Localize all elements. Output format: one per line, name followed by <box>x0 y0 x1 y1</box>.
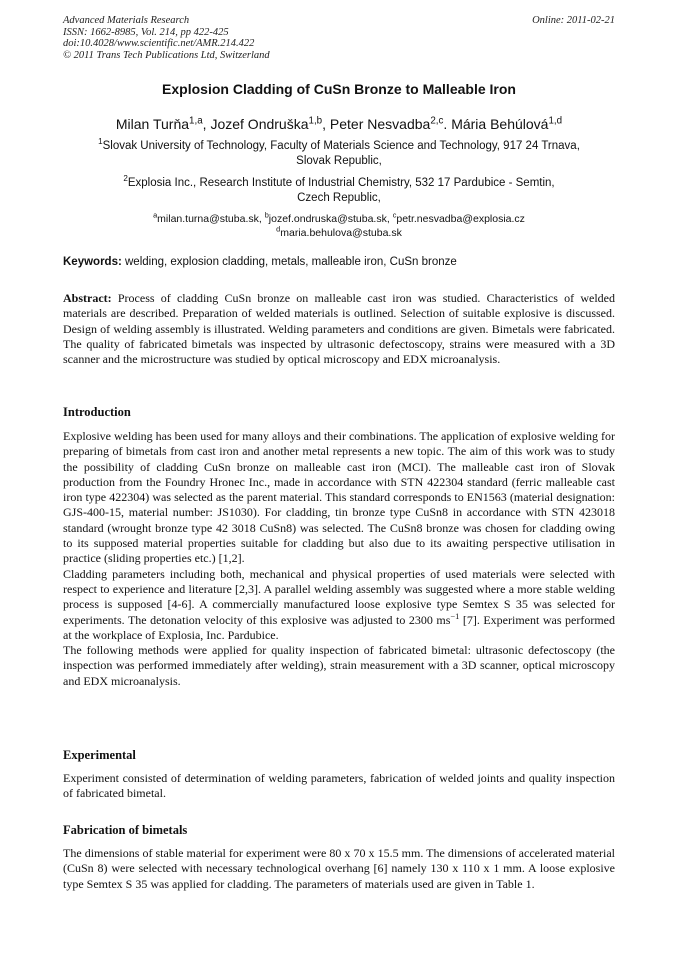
author-affiliation-mark: 1,a <box>189 115 203 127</box>
affiliation-line: Slovak Republic, <box>296 155 382 167</box>
paragraph <box>63 567 615 643</box>
author-name: Peter Nesvadba <box>329 116 431 132</box>
paragraph-text: [7]. Experiment was performed at the workplace of Explosia, Inc. Pardubice. <box>63 612 616 642</box>
issn-line: ISSN: 1662-8985, Vol. 214, pp 422-425 <box>63 26 229 38</box>
section-heading-experimental: Experimental <box>63 748 136 762</box>
email-block <box>63 212 615 240</box>
author-name: Milan Turňa <box>115 116 190 132</box>
affiliation-number: 2 <box>123 174 128 184</box>
author-affiliation-mark: 2,c <box>430 115 444 127</box>
paragraph: The following methods were applied for quality inspection of fabricated bimetal: ultrasonic defectoscopy (the inspection was performed immediately after welding), strain measurement with a 3D scanner, optical microscopy and EDX microanalysis. <box>63 643 615 688</box>
paragraph-text: Cladding parameters including both, mechanical and physical properties of used materials were selected with respect to experience and literature [2,3]. A parallel welding assembly was suggested where a more stable welding process is supposed [4-6]. A commercially manufactured loose explosive type Semtex S 35 was selected for experiments. The detonation velocity of this explosive was adjusted to 2300 ms <box>63 566 615 627</box>
email-address[interactable]: petr.nesvadba@explosia.cz <box>396 213 525 225</box>
email-address[interactable]: jozef.ondruska@stuba.sk, <box>268 213 393 225</box>
affiliation-line: Czech Republic, <box>297 192 381 204</box>
email-address[interactable]: milan.turna@stuba.sk, <box>157 213 265 225</box>
keywords-label: Keywords: <box>63 256 122 268</box>
journal-name: Advanced Materials Research <box>63 15 190 26</box>
email-mark: c <box>392 210 397 220</box>
author-affiliation-mark: 1,b <box>308 115 323 127</box>
experimental-body <box>63 771 615 802</box>
affiliation-line: Slovak University of Technology, Faculty of Materials Science and Technology, 917 24 Trnava, <box>102 140 580 152</box>
abstract-label: Abstract: <box>63 291 112 305</box>
email-mark: d <box>276 224 281 234</box>
email-address[interactable]: maria.behulova@stuba.sk <box>280 227 402 239</box>
affiliation-number: 1 <box>98 137 103 147</box>
copyright-line: © 2011 Trans Tech Publications Ltd, Switzerland <box>63 49 270 61</box>
abstract-text: Process of cladding CuSn bronze on malleable cast iron was studied. Characteristics of welded materials are described. Preparation of welded materials is outlined. Selection of suitable explosive is discussed. Design of welding assembly is illustrated. Welding parameters and conditions are given. Bimetals were fabricated. The quality of fabricated bimetals was inspected by ultrasonic defectoscopy, strains were measured with a 3D scanner and the microstructure was studied by optical microscopy and EDX microanalysis. <box>63 291 615 367</box>
section-heading-introduction: Introduction <box>63 405 131 419</box>
affiliation-line: Explosia Inc., Research Institute of Industrial Chemistry, 532 17 Pardubice - Semtin, <box>127 177 555 189</box>
keywords-text: welding, explosion cladding, metals, malleable iron, CuSn bronze <box>121 256 457 268</box>
paragraph: Explosive welding has been used for many alloys and their combinations. The application of explosive welding for preparing of bimetals from cast iron and another metal represents a new topic. The aim of this work was to study the possibility of cladding CuSn bronze on malleable cast iron (MCI). The malleable cast iron of Slovak production from the Foundry Hronec Inc., made in accordance with STN 422304 standard (ferric malleable cast iron type 422304) was selected as the parent material. This standard corresponds to EN1563 (material designation: GJS-400-15, material number: JS1030). For cladding, tin bronze type CuSn8 in accordance with STN 423018 standard (wrought bronze type 42 3018 CuSn8) was selected. The CuSn8 bronze was chosen for cladding owing to its supposed material properties suitable for cladding but also due to its awaiting perspective utilisation in practice (sliding properties etc.) [1,2]. <box>63 429 615 566</box>
author-separator: , <box>202 116 211 132</box>
affiliation-2 <box>63 176 615 206</box>
introduction-body <box>63 429 615 689</box>
author-name: Jozef Ondruška <box>210 116 309 132</box>
abstract-paragraph <box>63 291 615 367</box>
author-affiliation-mark: 1,d <box>548 115 563 127</box>
email-mark: b <box>264 210 269 220</box>
keywords-line <box>63 256 615 268</box>
paper-title: Explosion Cladding of CuSn Bronze to Malleable Iron <box>162 81 516 97</box>
email-mark: a <box>153 210 158 220</box>
journal-header <box>63 15 615 61</box>
online-date: Online: 2011-02-21 <box>532 15 615 26</box>
author-list <box>0 116 678 132</box>
unit-exponent: −1 <box>450 611 460 621</box>
doi-line: doi:10.4028/www.scientific.net/AMR.214.422 <box>63 38 255 49</box>
author-separator: . <box>443 116 452 132</box>
fabrication-body <box>63 846 615 892</box>
paragraph: The dimensions of stable material for experiment were 80 x 70 x 15.5 mm. The dimensions of accelerated material (CuSn 8) were selected with necessary technological overhang [6] namely 130 x 110 x 1 mm. A loose explosive type Semtex S 35 was applied for cladding. The parameters of materials used are given in Table 1. <box>63 846 615 891</box>
author-name: Mária Behúlová <box>451 116 549 132</box>
paragraph: Experiment consisted of determination of welding parameters, fabrication of welded joints and quality inspection of fabricated bimetal. <box>63 771 615 801</box>
affiliation-1 <box>63 139 615 169</box>
author-separator: , <box>322 116 330 132</box>
section-heading-fabrication: Fabrication of bimetals <box>63 823 188 837</box>
